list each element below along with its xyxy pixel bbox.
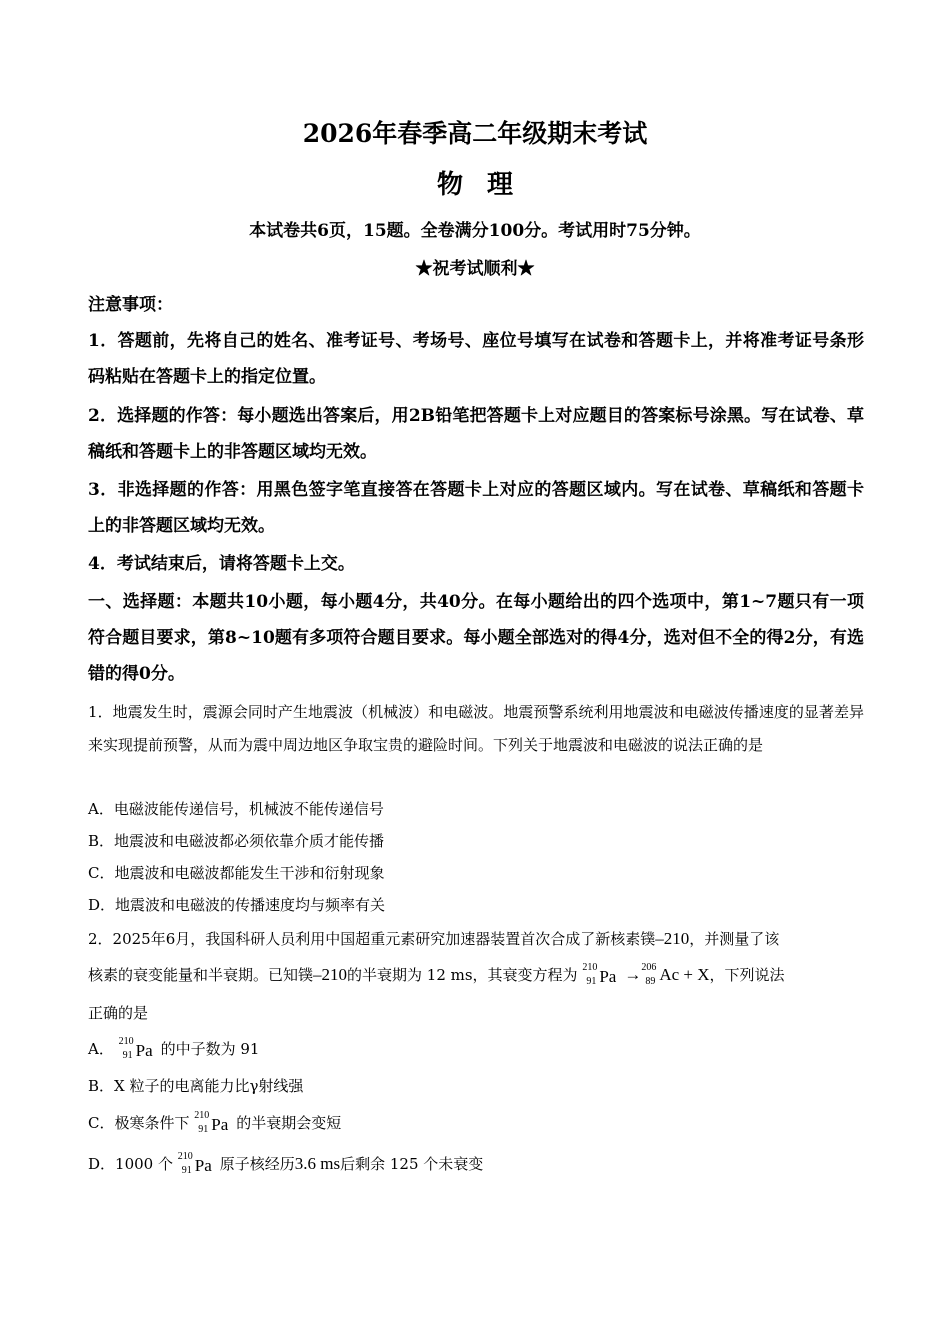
nuclide-pa-210 bbox=[582, 962, 624, 990]
notice-item-2: 2．选择题的作答：每小题选出答案后，用2B铅笔把答题卡上对应题目的答案标号涂黑。写在试卷、草稿纸和答题卡上的非答题区域均无效。 bbox=[88, 406, 864, 462]
atomic-number: 91 bbox=[181, 1165, 192, 1176]
mass-number: 206 bbox=[641, 962, 657, 973]
option-label: A． bbox=[88, 1040, 114, 1058]
question-1-stem: 1．地震发生时，震源会同时产生地震波（机械波）和电磁波。地震预警系统利用地震波和电磁波传播速度的显著差异来实现提前预警，从而为震中周边地区争取宝贵的避险时间。下列关于地震波和电磁波的说法正确的是 bbox=[88, 703, 864, 754]
option-text: 的中子数为 91 bbox=[160, 1040, 260, 1058]
mass-number: 210 bbox=[582, 962, 598, 973]
good-luck-line: ★祝考试顺利★ bbox=[415, 259, 535, 279]
atomic-number: 91 bbox=[586, 976, 597, 987]
option-text: 原子核经历 bbox=[219, 1155, 295, 1173]
atomic-number: 91 bbox=[198, 1124, 209, 1135]
nuclide-pa-210 bbox=[178, 1151, 220, 1179]
q2-text: 的半衰期为 12 ms，其衰变方程为 bbox=[347, 966, 578, 984]
exam-title: 2026年春季高二年级期末考试 bbox=[302, 119, 648, 148]
nuclide-ac-206 bbox=[641, 962, 659, 990]
question-1-option-d: D．地震波和电磁波的传播速度均与频率有关 bbox=[88, 896, 386, 914]
mass-number: 210 bbox=[177, 1151, 193, 1162]
q2-isotope-label: –210 bbox=[313, 965, 348, 984]
element-symbol: Pa bbox=[599, 967, 617, 986]
section-1-intro: 一、选择题：本题共10小题，每小题4分，共40分。在每小题给出的四个选项中，第1~7题只有一项符合题目要求，第8~10题有多项符合题目要求。每小题全部选对的得4分，选对但不全的得2分，有选错的得0分。 bbox=[88, 592, 864, 684]
mass-number: 210 bbox=[118, 1036, 134, 1047]
question-2-option-b: B．X 粒子的电离能力比γ射线强 bbox=[88, 1077, 304, 1095]
question-1-option-a: A．电磁波能传递信号，机械波不能传递信号 bbox=[88, 800, 384, 818]
question-2-option-a bbox=[88, 1034, 259, 1064]
q2-text: ，并测量了该 bbox=[689, 930, 780, 948]
decay-products: Ac + X bbox=[659, 965, 710, 984]
q2-text: 核素的衰变能量和半衰期。已知镤 bbox=[88, 966, 314, 984]
question-2-option-c bbox=[88, 1108, 341, 1138]
element-symbol: Pa bbox=[194, 1156, 212, 1175]
nuclide-pa-210 bbox=[119, 1036, 161, 1064]
mass-number: 210 bbox=[194, 1110, 210, 1121]
element-symbol: Pa bbox=[135, 1041, 153, 1060]
option-text: 的半衰期会变短 bbox=[236, 1114, 342, 1132]
notice-heading: 注意事项： bbox=[88, 295, 173, 315]
question-2-option-d bbox=[88, 1149, 483, 1179]
notice-item-3: 3．非选择题的作答：用黑色签字笔直接答在答题卡上对应的答题区域内。写在试卷、草稿纸和答题卡上的非答题区域均无效。 bbox=[88, 480, 864, 536]
notice-item-1: 1．答题前，先将自己的姓名、准考证号、考场号、座位号填写在试卷和答题卡上，并将准考证号条形码粘贴在答题卡上的指定位置。 bbox=[88, 331, 864, 387]
subject-title: 物理 bbox=[436, 170, 537, 200]
nuclide-pa-210 bbox=[194, 1110, 236, 1138]
time-value: 3.6 ms bbox=[294, 1154, 341, 1173]
question-2-line-2 bbox=[88, 960, 785, 990]
q2-text: 2．2025年6月，我国科研人员利用中国超重元素研究加速器装置首次合成了新核素镤 bbox=[88, 930, 656, 948]
option-text: 后剩余 125 个未衰变 bbox=[340, 1155, 484, 1173]
element-symbol: Pa bbox=[211, 1115, 229, 1134]
atomic-number: 91 bbox=[122, 1050, 133, 1061]
option-label: C．极寒条件下 bbox=[88, 1114, 190, 1132]
option-label: D．1000 个 bbox=[88, 1155, 173, 1173]
question-2-line-3: 正确的是 bbox=[88, 1004, 149, 1022]
exam-info: 本试卷共6页，15题。全卷满分100分。考试用时75分钟。 bbox=[249, 221, 701, 241]
notice-item-4: 4．考试结束后，请将答题卡上交。 bbox=[88, 554, 355, 574]
atomic-number: 89 bbox=[645, 976, 656, 987]
question-1-option-c: C．地震波和电磁波都能发生干涉和衍射现象 bbox=[88, 864, 385, 882]
decay-arrow: → bbox=[624, 965, 642, 984]
question-2-line-1 bbox=[88, 924, 779, 954]
q2-text: ，下列说法 bbox=[709, 966, 785, 984]
question-1-option-b: B．地震波和电磁波都必须依靠介质才能传播 bbox=[88, 832, 385, 850]
q2-isotope-label: –210 bbox=[655, 929, 690, 948]
